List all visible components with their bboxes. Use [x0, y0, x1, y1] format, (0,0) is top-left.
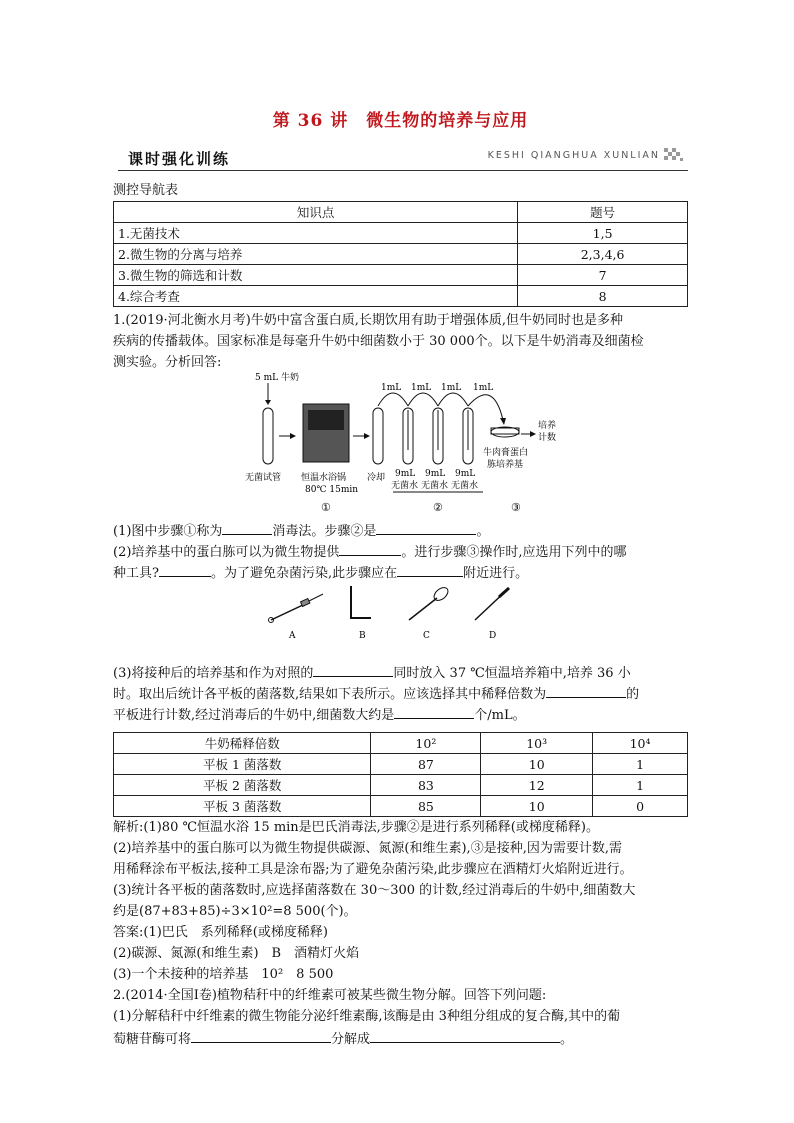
answer-blank[interactable] — [370, 1028, 560, 1043]
label-bath-temp: 80℃ 15min — [305, 485, 359, 495]
dilution-header: 牛奶稀释倍数 — [114, 733, 371, 754]
answer-blank[interactable] — [339, 541, 401, 556]
label-1ml: 1mL — [381, 383, 402, 393]
cell: 85 — [371, 796, 481, 817]
cell: 10 — [481, 754, 593, 775]
nav-header-number: 题号 — [518, 202, 688, 223]
nav-topic: 3.微生物的筛选和计数 — [114, 265, 518, 286]
label-1ml: 1mL — [473, 383, 494, 393]
cell: 1 — [593, 775, 688, 796]
dilution-table — [113, 732, 688, 817]
q1-sub1: (1)图中步骤①称为 消毒法。步骤②是 。 — [113, 520, 688, 542]
label-sterile-water: 无菌水 — [391, 481, 419, 491]
answer-blank[interactable] — [191, 1028, 331, 1043]
tool-label-a: A — [289, 631, 296, 641]
nav-topic: 4.综合考查 — [114, 286, 518, 307]
q2-text-3: 萄糖苷酶可将 分解成 。 — [113, 1028, 688, 1050]
banner-title: 课时强化训练 — [128, 150, 231, 168]
q1-sub2-line1: (2)培养基中的蛋白胨可以为微生物提供 。进行步骤③操作时,应选用下列中的哪 — [113, 541, 688, 563]
section-banner — [118, 148, 688, 171]
experiment-diagram — [243, 370, 563, 516]
cell: 0 — [593, 796, 688, 817]
label-medium-2: 胨培养基 — [487, 460, 524, 470]
answer-2: (2)碳源、氮源(和维生素) B 酒精灯火焰 — [113, 946, 360, 961]
label-1ml: 1mL — [441, 383, 462, 393]
step-2-label: ② — [433, 501, 443, 514]
label-cool: 冷却 — [367, 473, 386, 483]
table-row — [114, 265, 688, 286]
spreader-icon — [351, 586, 371, 618]
nav-number: 7 — [518, 265, 688, 286]
answer-blank[interactable] — [397, 562, 463, 577]
analysis-2: (2)培养基中的蛋白胨可以为微生物提供碳源、氮源(和维生素),③是接种,因为需要计数,需 — [113, 841, 622, 856]
step-3-label: ③ — [511, 501, 521, 514]
cell: 83 — [371, 775, 481, 796]
inoculating-needle-icon — [475, 588, 509, 620]
label-milk: 5 mL 牛奶 — [255, 373, 299, 383]
label-9ml: 9mL — [395, 469, 416, 479]
table-row — [114, 796, 688, 817]
nav-number: 1,5 — [518, 223, 688, 244]
label-count: 计数 — [538, 433, 557, 443]
answer-blank[interactable] — [546, 683, 626, 698]
nav-header-topic: 知识点 — [114, 202, 518, 223]
answer-blank[interactable] — [313, 662, 393, 677]
page-title: 第 36 讲 微生物的培养与应用 — [272, 111, 529, 131]
answer-blank[interactable] — [376, 520, 476, 535]
banner-subtitle: KESHI QIANGHUA XUNLIAN — [487, 150, 660, 161]
nav-topic: 1.无菌技术 — [114, 223, 518, 244]
label-culture: 培养 — [538, 421, 557, 431]
table-row — [114, 286, 688, 307]
cell: 12 — [481, 775, 593, 796]
answer-blank[interactable] — [159, 562, 211, 577]
table-row — [114, 223, 688, 244]
q1-sub3-line3: 平板进行计数,经过消毒后的牛奶中,细菌数大约是 个/mL。 — [113, 704, 688, 726]
q1-sub3-line1: (3)将接种后的培养基和作为对照的 同时放入 37 ℃恒温培养箱中,培养 36 小 — [113, 662, 688, 684]
nav-number: 2,3,4,6 — [518, 244, 688, 265]
dilution-header: 10³ — [481, 733, 593, 754]
q1-sub3-line2: 时。取出后统计各平板的菌落数,结果如下表所示。应该选择其中稀释倍数为 的 — [113, 683, 688, 705]
dilution-header: 10² — [371, 733, 481, 754]
cell: 87 — [371, 754, 481, 775]
table-row — [114, 244, 688, 265]
tool-label-c: C — [423, 631, 430, 641]
inoculating-loop-icon — [269, 594, 324, 623]
label-9ml: 9mL — [425, 469, 446, 479]
q2-text-1: 2.(2014·全国Ⅰ卷)植物秸秆中的纤维素可被某些微生物分解。回答下列问题: — [113, 988, 547, 1003]
dilution-header: 10⁴ — [593, 733, 688, 754]
nav-table — [113, 201, 688, 307]
q2-text-2: (1)分解秸秆中纤维素的微生物能分泌纤维素酶,该酶是由 3种组分组成的复合酶,其中的葡 — [113, 1009, 621, 1024]
tools-diagram — [263, 582, 523, 642]
label-water-bath: 恒温水浴锅 — [301, 473, 347, 483]
answer-3: (3)一个未接种的培养基 10² 8 500 — [113, 967, 334, 982]
answer-blank[interactable] — [222, 520, 272, 535]
step-1-label: ① — [321, 501, 331, 514]
answer-1: 答案:(1)巴氏 系列稀释(或梯度稀释) — [113, 925, 328, 940]
tool-label-b: B — [359, 631, 366, 641]
label-sterile-tube: 无菌试管 — [245, 473, 282, 483]
nav-number: 8 — [518, 286, 688, 307]
answer-blank[interactable] — [394, 704, 474, 719]
analysis-3: 用稀释涂布平板法,接种工具是涂布器;为了避免杂菌污染,此步骤应在酒精灯火焰附近进行。 — [113, 862, 633, 877]
label-sterile-water: 无菌水 — [421, 481, 449, 491]
nav-table-caption: 测控导航表 — [113, 183, 179, 198]
analysis-5: 约是(87+83+85)÷3×10²=8 500(个)。 — [113, 904, 357, 919]
table-row — [114, 775, 688, 796]
q1-text-3: 测实验。分析回答: — [113, 355, 222, 370]
dropper-icon — [409, 585, 450, 620]
cell: 平板 2 菌落数 — [114, 775, 371, 796]
cell: 10 — [481, 796, 593, 817]
cell: 1 — [593, 754, 688, 775]
label-1ml: 1mL — [411, 383, 432, 393]
label-sterile-water: 无菌水 — [451, 481, 479, 491]
q1-sub2-line2: 种工具? 。为了避免杂菌污染,此步骤应在 附近进行。 — [113, 562, 688, 584]
q1-text-2: 疾病的传播载体。国家标准是每毫升牛奶中细菌数小于 30 000个。以下是牛奶消毒及细菌检 — [113, 334, 644, 349]
cell: 平板 1 菌落数 — [114, 754, 371, 775]
cell: 平板 3 菌落数 — [114, 796, 371, 817]
nav-topic: 2.微生物的分离与培养 — [114, 244, 518, 265]
tool-label-d: D — [489, 631, 497, 641]
label-medium-1: 牛肉膏蛋白 — [483, 448, 529, 458]
label-9ml: 9mL — [455, 469, 476, 479]
checker-decoration-icon — [662, 146, 684, 164]
q1-text-1: 1.(2019·河北衡水月考)牛奶中富含蛋白质,长期饮用有助于增强体质,但牛奶同时也是多种 — [113, 313, 624, 328]
analysis-1: 解析:(1)80 ℃恒温水浴 15 min是巴氏消毒法,步骤②是进行系列稀释(或梯度稀释)。 — [113, 820, 599, 835]
analysis-4: (3)统计各平板的菌落数时,应选择菌落数在 30～300 的计数,经过消毒后的牛奶中,细菌数大 — [113, 883, 636, 898]
table-row — [114, 754, 688, 775]
